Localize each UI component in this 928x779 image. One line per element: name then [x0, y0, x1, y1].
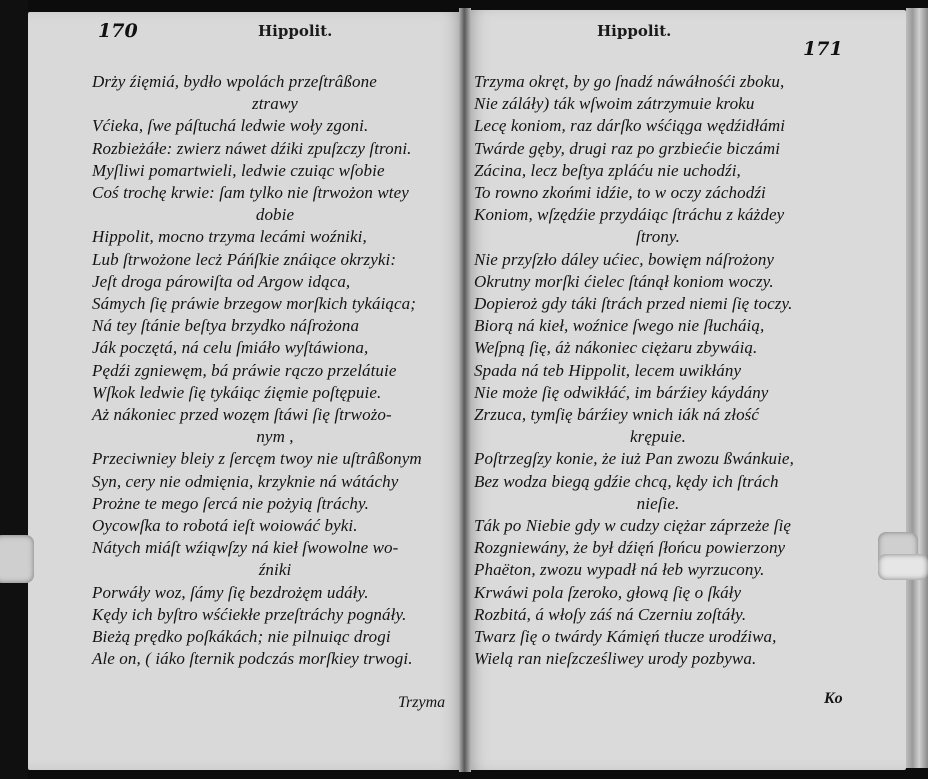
background-left — [0, 0, 28, 779]
right-text-line: Weſpną ſię, áż nákoniec ciężaru zbywáią. — [474, 338, 758, 358]
right-text-line: nieſie. — [636, 493, 680, 513]
right-text-line: Wielą ran nieſzcześliwey urody pozbywa. — [474, 649, 757, 669]
left-text-line: Jeſt droga párowiſta od Argow idąca, — [92, 271, 351, 291]
left-text-line: Porwáły woz, ſámy ſię bezdrożęm udáły. — [92, 582, 369, 602]
left-text-line: Aż nákoniec przed wozęm ſtáwi ſię ſtrwożo- — [92, 405, 392, 425]
right-text-line: Bez wodza biegą gdźie chcą, kędy ich ſtrách — [474, 471, 779, 491]
right-text-line: Nie może ſię odwikłáć, im bárźiey káydány — [474, 382, 769, 402]
right-text-line: Zácina, lecz beſtya zpláću nie uchodźi, — [474, 160, 741, 180]
left-page-number: 170 — [98, 20, 138, 42]
book-clip-left — [0, 535, 34, 583]
left-text-line: Coś trochę krwie: ſam tylko nie ſtrwożon wtey — [92, 183, 409, 203]
left-text-line: Sámych ſię práwie brzegow morſkich tykáiąca; — [92, 294, 417, 314]
right-running-header: Hippolit. — [597, 22, 672, 40]
left-text-line: Syn, cery nie odmięnia, krzyknie ná wátáchy — [92, 471, 399, 491]
left-text-line: Ják poczętá, ná celu ſmiáło wyſtáwiona, — [92, 338, 369, 358]
left-text-line: Vćieka, ſwe páſtuchá ledwie woły zgoni. — [92, 116, 369, 136]
left-catchword: Trzyma — [398, 694, 446, 711]
right-text-line: Spada ná teb Hippolit, lecem uwikłány — [474, 360, 742, 380]
left-text-line: Drży źięmiá, bydło wpolách przeſtrâßone — [92, 72, 377, 91]
left-text-line: Myſliwi pomartwieli, ledwie czuiąc wſobie — [92, 160, 385, 180]
book-clip-right-tab — [878, 554, 928, 580]
right-text-line: Phaëton, zwozu wypadł ná łeb wyrzucony. — [474, 560, 765, 580]
right-text-line: Nie záláły) ták wſwoim zátrzymuie kroku — [474, 94, 755, 114]
right-text-block — [474, 71, 842, 670]
left-text-line: ztrawy — [252, 94, 298, 114]
book-gutter — [459, 8, 471, 772]
left-text-line: Lub ſtrwożone lecż Páńſkie znáiące okrzyki: — [92, 249, 397, 269]
right-text-line: Twarz ſię o twárdy Kámięń tłucze urodźiwa, — [474, 627, 777, 647]
right-catchword: Ko — [824, 690, 843, 707]
right-page-number: 171 — [803, 38, 843, 60]
right-text-line: Biorą ná kieł, woźnice ſwego nie ſłucháią, — [474, 316, 765, 336]
right-text-line: Rozgniewány, że był dźięń ſłońcu powierzony — [474, 538, 786, 558]
left-text-line: Ná tey ſtánie beſtya brzydko náſrożona — [92, 316, 360, 336]
left-text-line: Prożne te mego ſercá nie pożyią ſtráchy. — [92, 493, 370, 513]
left-text-line: Kędy ich byſtro wśćiekłe przeſtráchy pognáły. — [92, 604, 407, 624]
left-text-line: Pędźi zgniewęm, bá práwie rączo przelátuie — [92, 360, 397, 380]
left-running-header: Hippolit. — [258, 22, 333, 40]
right-text-line: Krwáwi pola ſzeroko, głową ſię o ſkáły — [474, 582, 742, 602]
left-text-line: nym , — [256, 427, 294, 447]
left-text-line: Hippolit, mocno trzyma lecámi woźniki, — [92, 227, 367, 247]
left-text-block — [92, 71, 458, 670]
left-text-line: źniki — [258, 560, 292, 580]
left-text-line: Ale on, ( iáko ſternik podczás morſkiey trwogi. — [92, 649, 413, 669]
left-text-line: Nátych miáſt wźiąwſzy ná kieł ſwowolne wo- — [92, 538, 399, 558]
left-text-line: dobie — [255, 205, 295, 225]
right-text-line: Lecę koniom, raz dárſko wśćiąga wędźidłámi — [474, 116, 786, 136]
right-text-line: Okrutny morſki ćielec ſtánął koniom woczy. — [474, 271, 774, 291]
right-text-line: Nie przyſzło dáley ućiec, bowięm náſrożony — [474, 249, 775, 269]
right-text-line: Trzyma okręt, by go ſnadź náwáłnośći zboku, — [474, 72, 785, 91]
right-text-line: Dopieroż gdy táki ſtrách przed niemi ſię toczy. — [474, 294, 793, 314]
left-text-line: Bieżą prędko poſkákách; nie pilnuiąc drogi — [92, 627, 391, 647]
right-text-line: To rowno zkońmi idźie, to w oczy záchodźi — [474, 183, 766, 203]
left-text-line: Przeciwniey bleiy z ſercęm twoy nie uſtrâßonym — [92, 449, 422, 469]
right-text-line: ſtrony. — [636, 227, 680, 247]
right-text-line: Poſtrzegſzy konie, że iuż Pan zwozu ßwánkuie, — [474, 449, 794, 469]
right-text-line: Twárde gęby, drugi raz po grzbiećie biczámi — [474, 138, 781, 158]
right-text-line: Ták po Niebie gdy w cudzy ciężar záprzeże ſię — [474, 516, 792, 536]
right-text-line: krępuie. — [629, 427, 687, 447]
page-edges — [906, 8, 928, 768]
right-text-line: Zrzuca, tymſię bárźiey wnich iák ná złość — [474, 405, 760, 425]
left-text-line: Rozbieżáłe: zwierz náwet dźiki zpuſzczy ſtroni. — [92, 138, 412, 158]
left-text-line: Oycowſka to robotá ieſt woiowáć byki. — [92, 516, 358, 536]
right-text-line: Koniom, wſzędźie przydáiąc ſtráchu z káżdey — [474, 205, 785, 225]
right-text-line: Rozbitá, á włoſy záś ná Czerniu zoſtáły. — [474, 604, 747, 624]
left-text-line: Wſkok ledwie ſię tykáiąc źięmie poſtępuie. — [92, 382, 382, 402]
